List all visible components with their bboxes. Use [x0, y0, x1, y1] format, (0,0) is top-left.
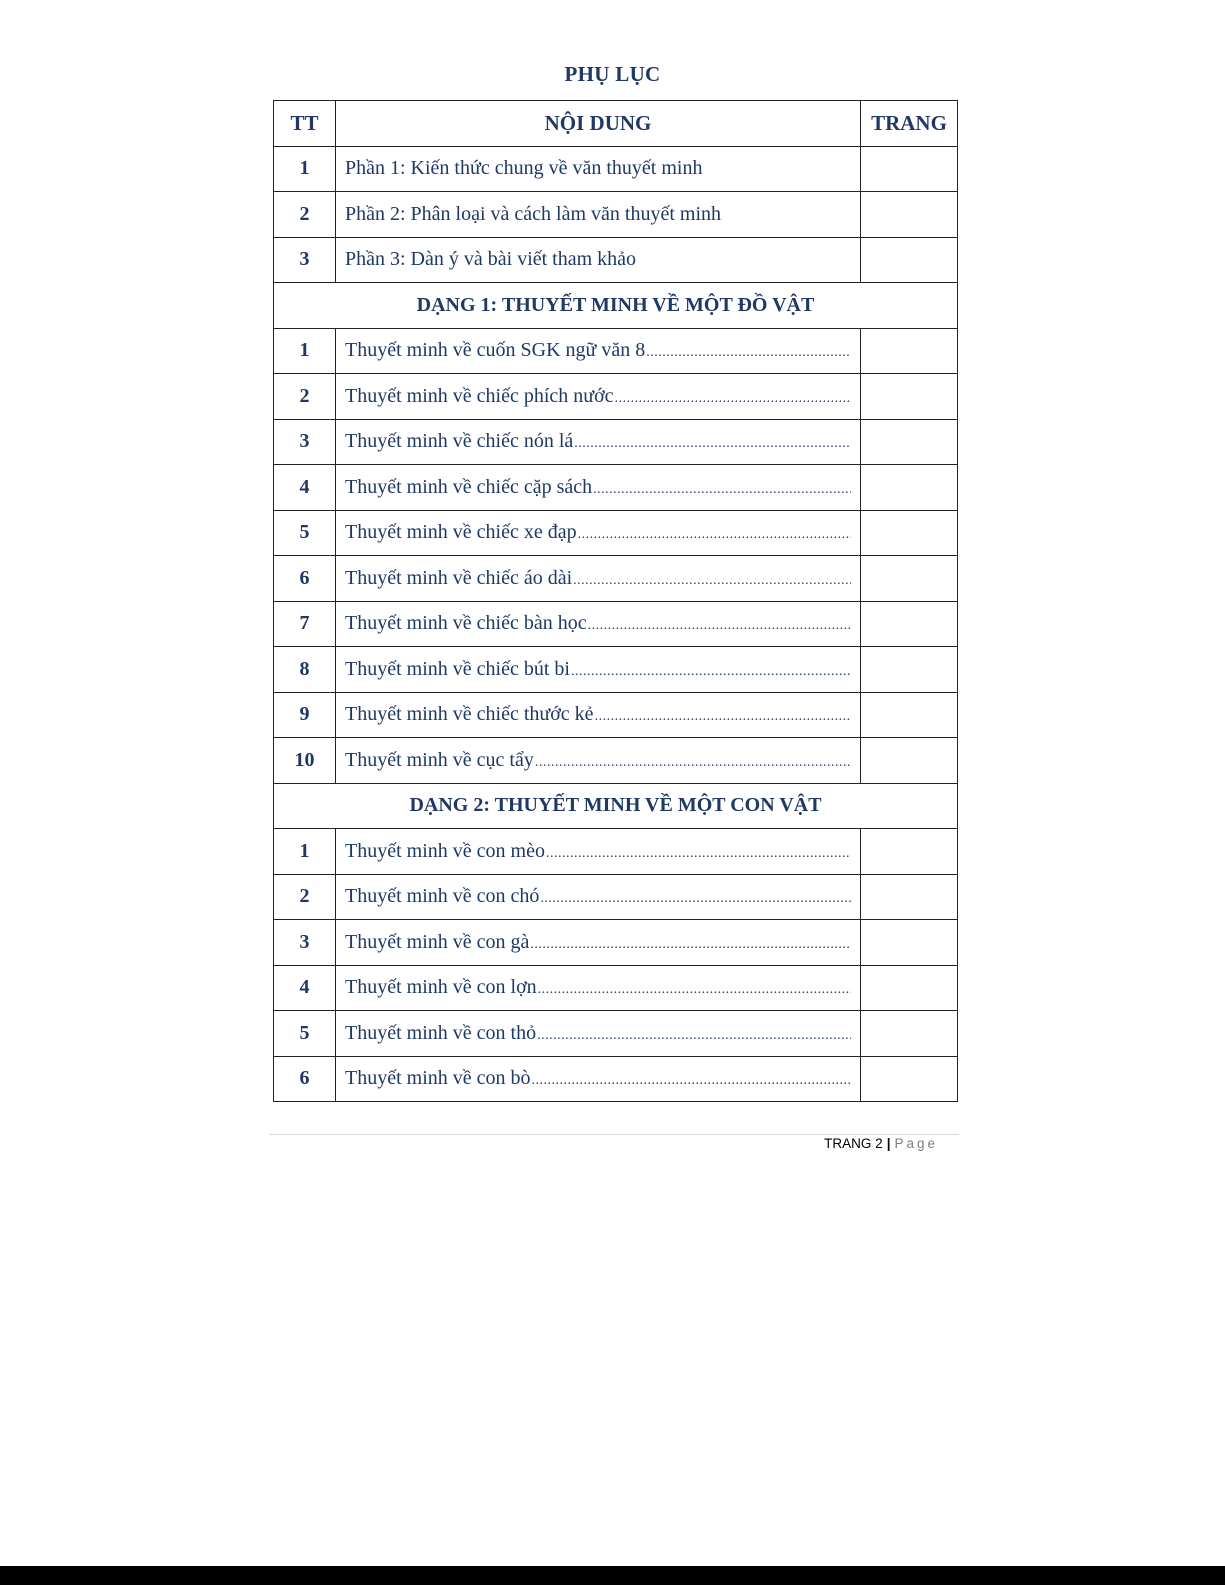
table-row	[274, 419, 958, 465]
table-row	[274, 1011, 958, 1057]
row-number: 4	[274, 965, 336, 1011]
row-number: 2	[274, 874, 336, 920]
row-page	[861, 192, 958, 238]
dot-leader	[615, 391, 851, 407]
table-row	[274, 601, 958, 647]
table-of-contents	[273, 100, 958, 1102]
row-label: Thuyết minh về chiếc phích nước	[345, 384, 614, 407]
row-text: Phần 2: Phân loại và cách làm văn thuyết minh	[336, 192, 861, 238]
footer-page-word: Page	[894, 1136, 938, 1151]
row-text	[336, 419, 861, 465]
row-number: 1	[274, 146, 336, 192]
row-number: 3	[274, 237, 336, 283]
dot-leader	[578, 527, 851, 543]
row-page	[861, 874, 958, 920]
row-label: Thuyết minh về con chó	[345, 885, 540, 908]
dot-leader	[571, 664, 851, 680]
row-text	[336, 829, 861, 875]
dot-leader	[538, 982, 851, 998]
row-label: Thuyết minh về cuốn SGK ngữ văn 8	[345, 339, 646, 362]
row-label: Thuyết minh về chiếc xe đạp	[345, 521, 577, 544]
table-row	[274, 738, 958, 784]
row-label: Thuyết minh về cục tẩy	[345, 748, 534, 771]
row-text	[336, 556, 861, 602]
dot-leader	[535, 755, 851, 771]
row-text: Phần 1: Kiến thức chung về văn thuyết minh	[336, 146, 861, 192]
row-number: 5	[274, 1011, 336, 1057]
row-text	[336, 738, 861, 784]
row-page	[861, 920, 958, 966]
row-number: 2	[274, 374, 336, 420]
header-content: NỘI DUNG	[336, 101, 861, 147]
table-row	[274, 328, 958, 374]
dot-leader	[595, 709, 851, 725]
row-text	[336, 1056, 861, 1102]
row-page	[861, 146, 958, 192]
row-number: 7	[274, 601, 336, 647]
table-body	[274, 146, 958, 1102]
table-row	[274, 465, 958, 511]
table-row	[274, 874, 958, 920]
row-page	[861, 738, 958, 784]
row-number: 10	[274, 738, 336, 784]
row-page	[861, 692, 958, 738]
row-label: Thuyết minh về con lợn	[345, 976, 537, 999]
row-number: 6	[274, 556, 336, 602]
footer-divider	[269, 1134, 959, 1135]
row-label: Thuyết minh về chiếc cặp sách	[345, 475, 593, 498]
row-page	[861, 1011, 958, 1057]
row-text	[336, 920, 861, 966]
row-label: Thuyết minh về chiếc áo dài	[345, 566, 573, 589]
table-header-row	[274, 101, 958, 147]
section-heading: DẠNG 1: THUYẾT MINH VỀ MỘT ĐỒ VẬT	[274, 283, 958, 329]
table-row	[274, 829, 958, 875]
dot-leader	[537, 1028, 851, 1044]
row-label: Thuyết minh về con bò	[345, 1067, 531, 1090]
section-heading-row	[274, 783, 958, 829]
dot-leader	[588, 618, 851, 634]
dot-leader	[532, 1073, 851, 1089]
row-text	[336, 510, 861, 556]
row-page	[861, 237, 958, 283]
row-page	[861, 1056, 958, 1102]
table-row	[274, 647, 958, 693]
row-text: Phần 3: Dàn ý và bài viết tham khảo	[336, 237, 861, 283]
row-number: 4	[274, 465, 336, 511]
row-text	[336, 601, 861, 647]
bottom-edge-bar	[0, 1566, 1225, 1585]
row-number: 1	[274, 829, 336, 875]
table-row	[274, 237, 958, 283]
row-number: 9	[274, 692, 336, 738]
row-page	[861, 601, 958, 647]
row-number: 3	[274, 419, 336, 465]
row-page	[861, 465, 958, 511]
dot-leader	[546, 846, 851, 862]
row-page	[861, 374, 958, 420]
row-label: Thuyết minh về chiếc bút bi	[345, 657, 570, 680]
row-page	[861, 829, 958, 875]
table-row	[274, 920, 958, 966]
row-number: 8	[274, 647, 336, 693]
row-number: 3	[274, 920, 336, 966]
table-row	[274, 510, 958, 556]
row-label: Thuyết minh về chiếc bàn học	[345, 612, 587, 635]
table-row	[274, 965, 958, 1011]
table-row	[274, 692, 958, 738]
section-heading: DẠNG 2: THUYẾT MINH VỀ MỘT CON VẬT	[274, 783, 958, 829]
page-title: PHỤ LỤC	[564, 62, 661, 86]
dot-leader	[530, 937, 851, 953]
row-label: Thuyết minh về con mèo	[345, 839, 545, 862]
row-text	[336, 647, 861, 693]
table-row	[274, 556, 958, 602]
footer-separator: |	[886, 1136, 891, 1151]
section-heading-row	[274, 283, 958, 329]
dot-leader	[574, 436, 851, 452]
dot-leader	[573, 573, 851, 589]
row-number: 1	[274, 328, 336, 374]
header-page: TRANG	[861, 101, 958, 147]
row-text	[336, 965, 861, 1011]
row-text	[336, 374, 861, 420]
row-text	[336, 1011, 861, 1057]
table-row	[274, 192, 958, 238]
table-row	[274, 374, 958, 420]
row-label: Thuyết minh về chiếc thước kẻ	[345, 703, 594, 726]
row-page	[861, 419, 958, 465]
row-page	[861, 328, 958, 374]
row-page	[861, 647, 958, 693]
dot-leader	[646, 345, 851, 361]
header-tt: TT	[274, 101, 336, 147]
row-number: 2	[274, 192, 336, 238]
row-label: Thuyết minh về con thỏ	[345, 1021, 537, 1044]
dot-leader	[540, 891, 851, 907]
table-row	[274, 146, 958, 192]
row-text	[336, 874, 861, 920]
table-row	[274, 1056, 958, 1102]
footer-page-label: TRANG 2	[824, 1136, 883, 1151]
row-text	[336, 692, 861, 738]
row-text	[336, 328, 861, 374]
row-page	[861, 556, 958, 602]
row-number: 5	[274, 510, 336, 556]
row-text	[336, 465, 861, 511]
row-label: Thuyết minh về chiếc nón lá	[345, 430, 574, 453]
dot-leader	[593, 482, 851, 498]
page-footer	[824, 1136, 938, 1151]
row-page	[861, 965, 958, 1011]
row-number: 6	[274, 1056, 336, 1102]
row-label: Thuyết minh về con gà	[345, 930, 530, 953]
row-page	[861, 510, 958, 556]
